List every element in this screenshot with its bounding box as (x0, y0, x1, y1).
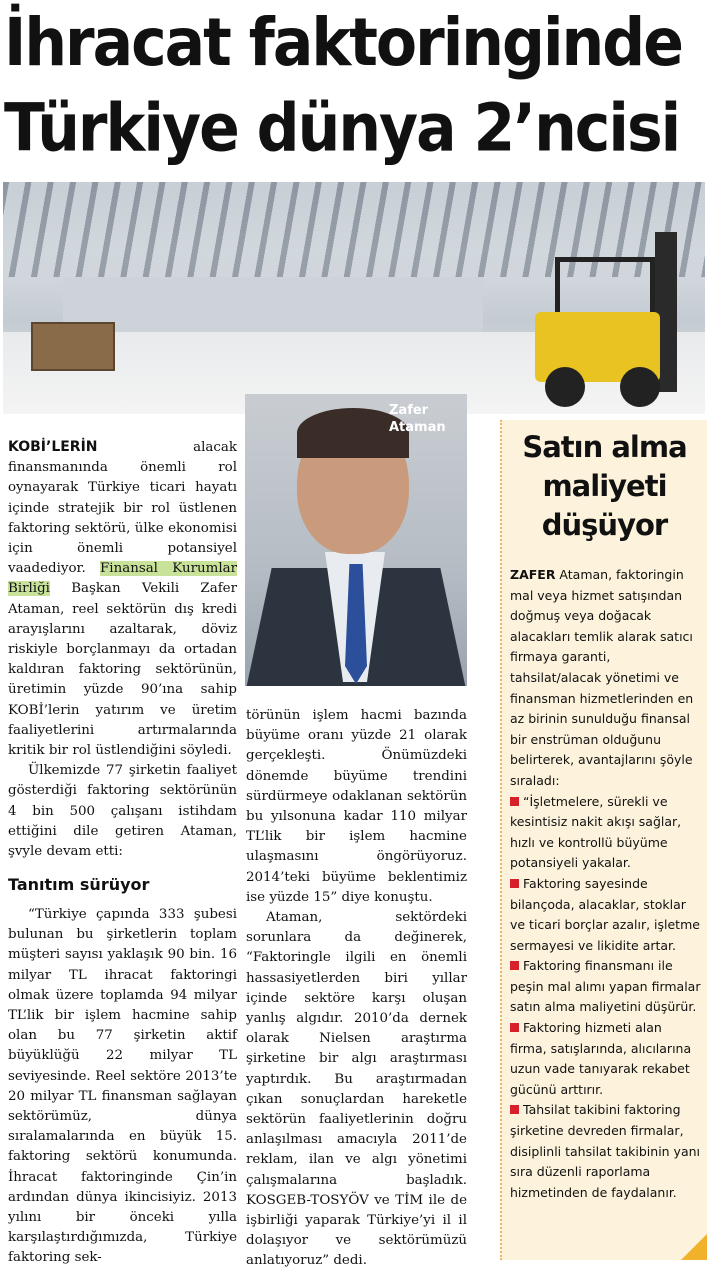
red-square-bullet-icon (510, 797, 519, 806)
sidebar-bullet-text: Faktoring sayesinde bilançoda, alacaklar, stoklar ve ticari borçlar azalır, işletme sermayesi ve likidite artar. (510, 875, 700, 953)
lead-kobi: KOBİ’LERİN (8, 439, 98, 455)
sidebar-intro (510, 565, 702, 792)
sidebar-title-line-2: maliyeti (542, 469, 667, 503)
portrait-caption-last: Ataman (389, 420, 446, 435)
sidebar-bullet-item (510, 874, 702, 956)
article-column-1-continued (8, 905, 237, 1269)
portrait-caption (389, 402, 459, 436)
headline-line-2: Türkiye dünya 2’ncisi (4, 90, 680, 168)
red-square-bullet-icon (510, 961, 519, 970)
sidebar-bullet-item (510, 956, 702, 1018)
paragraph: törünün işlem hacmi bazında büyüme oranı yüzde 21 olarak gerçekleşti. Önümüzdeki dönemde büyüme trendini sürdürmeye odaklanan sektörün bu yılsonuna kadar 110 milyar TL’lik bir işlem hacmine ulaşmasını öngörüyoruz. 2014’teki büyüme beklentimiz ise yüzde 15” diye konuştu. (246, 708, 467, 905)
paragraph: Ülkemizde 77 şirketin faaliyet gösterdiği faktoring sektörünün 4 bin 500 çalışanı istihdam ettiğini dile getiren Ataman, şvyle devam etti: (8, 763, 237, 860)
warehouse-wall (63, 277, 483, 332)
headline (4, 0, 704, 172)
forklift-wheel (545, 367, 585, 407)
sidebar-bullet-item (510, 1100, 702, 1203)
sidebar-bullet-text: “İşletmelere, sürekli ve kesintisiz nakit akışı sağlar, hızlı ve kontrollü büyüme potansiyeli yakalar. (510, 793, 682, 871)
forklift (505, 232, 695, 407)
forklift-wheel (620, 367, 660, 407)
paragraph: “Türkiye çapında 333 şubesi bulunan bu şirketlerin toplam müşteri sayısı yaklaşık 90 bin. 16 milyar TL ihracat faktoringi olmak üzere toplamda 94 milyar TL’lik bir işlem hacmine sahip olan bu 77 şirketin aktif büyüklüğü 22 milyar TL seviyesinde. Reel sektöre 2013’te 20 milyar TL finansman sağlayan sektörümüz, dünya sıralamalarında en büyük 15. faktoring sektörü konumunda. İhracat faktoringinde Çin’in ardından dünya ikincisiyiz. 2013 yılını bir önceki yılla karşılaştırdığımızda, Türkiye faktoring sek- (8, 907, 237, 1266)
sidebar-bullet-text: Faktoring finansmanı ile peşin mal alımı yapan firmalar satın alma maliyetini düşürür. (510, 958, 701, 1015)
lead-paragraph (8, 437, 237, 761)
red-square-bullet-icon (510, 1023, 519, 1032)
article-column-2 (246, 706, 467, 1272)
lead-text-2: Başkan Vekili Zafer Ataman, reel sektörün dış kredi arayışlarını azaltarak, döviz riskiyle borçlanmayı da ortadan kaldıran faktoring sektörünün, üretimin yüzde 90’ına sahip KOBİ’lerin yatırım ve üretim faaliyetlerini artırmalarında kritik bir rol üstlendiğini söyledi. (8, 581, 237, 759)
sidebar-bullet-item (510, 792, 702, 874)
article-column-1 (8, 437, 237, 862)
red-square-bullet-icon (510, 879, 519, 888)
sidebar-bullet-item (510, 1018, 702, 1100)
subheading: Tanıtım sürüyor (8, 875, 150, 894)
warehouse-photo (3, 182, 705, 414)
sidebar-box (500, 420, 707, 1260)
portrait-photo (245, 394, 467, 686)
lead-text-1: alacak finansmanında önemli rol oynayarak Türkiye ticari hayatı içinde stratejik bir rol üstlenen faktoring sektörü, ülke ekonomisi için önemli potansiyel vaadediyor. (8, 440, 237, 577)
sidebar-bullet-text: Faktoring hizmeti alan firma, satışlarında, alıcılarına uzun vade tanıyarak rekabet gücünü arttırır. (510, 1020, 692, 1097)
sidebar-title-line-3: düşüyor (541, 508, 668, 542)
sidebar-title (502, 428, 707, 545)
pallet (31, 322, 115, 371)
headline-line-1: İhracat faktoringinde (4, 4, 682, 82)
sidebar-intro-name: ZAFER (510, 567, 556, 582)
paragraph: Ataman, sektördeki sorunlara da değinerek, “Faktoringle ilgili en önemli hassasiyetlerden biri yıllar içinde sektöre karşı oluşan yanlış algıdır. 2010’da dernek olarak Nielsen araştırma şirketine bir algı araştırması yaptırdık. Bu araştırmadan çıkan sonuçlardan hareketle sektörün faaliyetlerinin doğru anlaşılması amacıyla 2011’de reklam, ilan ve algı yönetimi çalışmalarına başladık. KOSGEB-TOSYÖV ve TİM ile de işbirliği yaparak Türkiye’yi il il dolaşıyor ve sektörümüzü anlatıyoruz” dedi. (246, 910, 467, 1269)
red-square-bullet-icon (510, 1105, 519, 1114)
portrait-caption-first: Zafer (389, 403, 429, 418)
highlighted-institution: Finansal Kurumlar Birliği (8, 561, 237, 597)
sidebar-bullet-text: Tahsilat takibini faktoring şirketine devreden firmalar, disiplinli tahsilat takibinin yanı sıra düzenli raporlama hizmetinden de faydalanır. (510, 1102, 701, 1200)
corner-fold-icon (681, 1234, 707, 1260)
sidebar-title-line-1: Satın alma (522, 430, 687, 464)
sidebar-body (510, 565, 702, 1203)
sidebar-intro-text: Ataman, faktoringin mal veya hizmet satışından doğmuş veya doğacak alacakları temlik alarak satıcı firmaya garanti, tahsilat/alacak yönetimi ve finansman hizmetlerinden en az birinin sunulduğu finansal bir enstrüman olduğunu belirterek, avantajlarını şöyle sıraladı: (510, 567, 694, 788)
